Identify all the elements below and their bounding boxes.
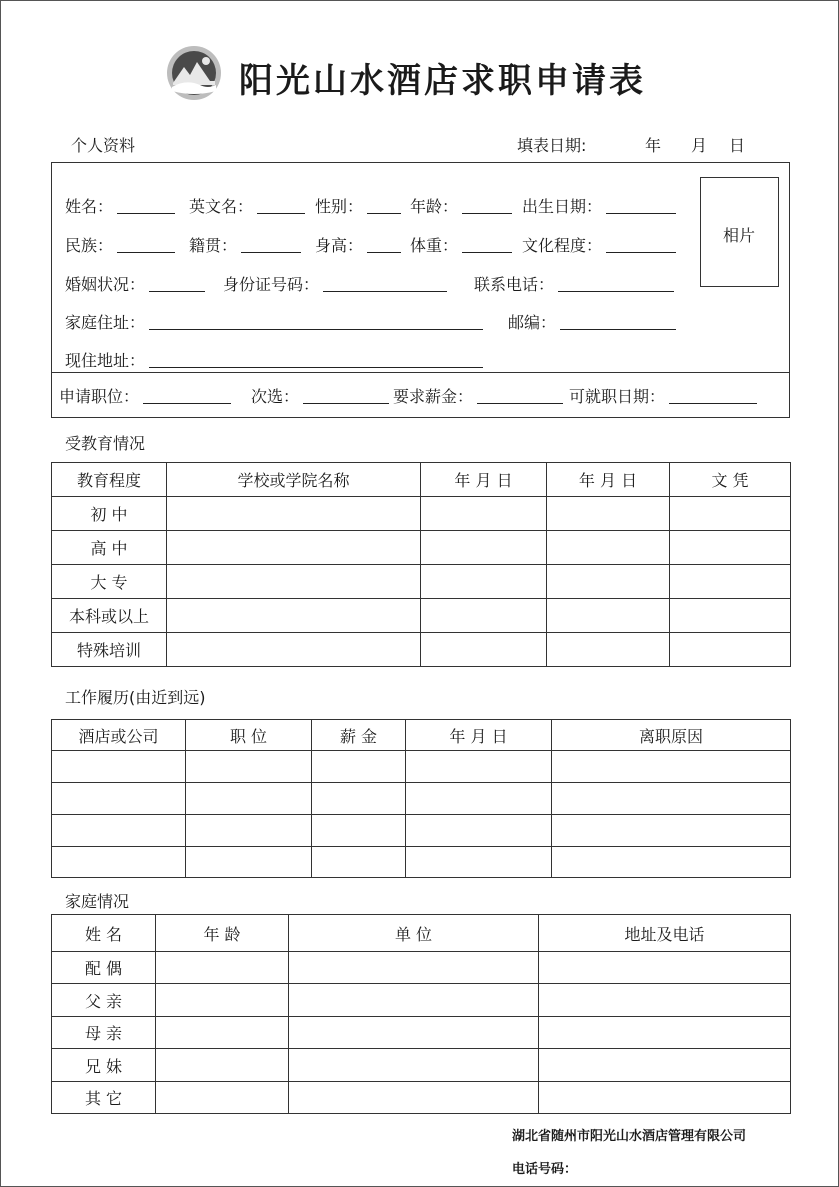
table-row bbox=[52, 751, 791, 783]
row-label: 本科或以上 bbox=[52, 599, 167, 633]
table-cell[interactable] bbox=[406, 815, 552, 847]
table-cell[interactable] bbox=[167, 599, 421, 633]
column-header: 职 位 bbox=[186, 720, 312, 751]
table-cell[interactable] bbox=[156, 952, 289, 984]
table-cell[interactable] bbox=[552, 751, 791, 783]
divider bbox=[51, 372, 790, 373]
table-cell[interactable] bbox=[167, 633, 421, 667]
native-place-field[interactable]: 籍贯： bbox=[189, 233, 301, 256]
table-cell[interactable] bbox=[52, 847, 186, 878]
table-cell[interactable] bbox=[52, 815, 186, 847]
table-cell[interactable] bbox=[156, 1017, 289, 1049]
fill-date-month[interactable]: 月 bbox=[691, 136, 708, 155]
table-header-row bbox=[52, 915, 791, 952]
table-row bbox=[52, 1049, 791, 1082]
hotel-logo-mountain-icon bbox=[166, 45, 222, 101]
column-header: 年 月 日 bbox=[547, 463, 670, 497]
table-cell[interactable] bbox=[547, 633, 670, 667]
table-cell[interactable] bbox=[539, 1017, 791, 1049]
table-cell[interactable] bbox=[670, 633, 791, 667]
table-cell[interactable] bbox=[539, 984, 791, 1017]
column-header: 薪 金 bbox=[312, 720, 406, 751]
table-row bbox=[52, 599, 791, 633]
table-row bbox=[52, 783, 791, 815]
home-address-field[interactable]: 家庭住址： bbox=[65, 310, 483, 333]
section-work-label: 工作履历(由近到远) bbox=[65, 688, 206, 707]
table-row bbox=[52, 1082, 791, 1114]
table-cell[interactable] bbox=[289, 984, 539, 1017]
table-cell[interactable] bbox=[547, 599, 670, 633]
column-header: 学校或学院名称 bbox=[167, 463, 421, 497]
table-row bbox=[52, 497, 791, 531]
table-row bbox=[52, 952, 791, 984]
phone-number-label: 电话号码： bbox=[512, 1162, 578, 1177]
table-cell[interactable] bbox=[539, 952, 791, 984]
current-address-field[interactable]: 现住地址： bbox=[65, 348, 483, 371]
row-label: 其 它 bbox=[52, 1082, 156, 1114]
table-row bbox=[52, 565, 791, 599]
education-level-field[interactable]: 文化程度： bbox=[522, 233, 676, 256]
table-cell[interactable] bbox=[670, 497, 791, 531]
row-label: 父 亲 bbox=[52, 984, 156, 1017]
table-cell[interactable] bbox=[52, 751, 186, 783]
table-cell[interactable] bbox=[167, 531, 421, 565]
table-cell[interactable] bbox=[186, 783, 312, 815]
section-personal-label: 个人资料 bbox=[71, 136, 136, 155]
table-cell[interactable] bbox=[167, 497, 421, 531]
row-label: 高 中 bbox=[52, 531, 167, 565]
column-header: 年 月 日 bbox=[421, 463, 547, 497]
table-cell[interactable] bbox=[186, 751, 312, 783]
form-title: 阳光山水酒店求职申请表 bbox=[239, 61, 646, 101]
column-header: 文 凭 bbox=[670, 463, 791, 497]
table-cell[interactable] bbox=[421, 531, 547, 565]
table-row bbox=[52, 847, 791, 878]
birth-date-field[interactable]: 出生日期： bbox=[522, 194, 676, 217]
column-header: 姓 名 bbox=[52, 915, 156, 952]
column-header: 地址及电话 bbox=[539, 915, 791, 952]
table-cell[interactable] bbox=[547, 565, 670, 599]
table-cell[interactable] bbox=[312, 815, 406, 847]
column-header: 年 龄 bbox=[156, 915, 289, 952]
name-field[interactable]: 姓名： bbox=[65, 194, 175, 217]
table-cell[interactable] bbox=[547, 531, 670, 565]
table-cell[interactable] bbox=[156, 1082, 289, 1114]
table-cell[interactable] bbox=[289, 1017, 539, 1049]
id-number-field[interactable]: 身份证号码： bbox=[223, 272, 447, 295]
column-header: 单 位 bbox=[289, 915, 539, 952]
family-table bbox=[51, 914, 791, 1114]
table-cell[interactable] bbox=[552, 815, 791, 847]
table-header-row bbox=[52, 463, 791, 497]
table-row bbox=[52, 815, 791, 847]
table-cell[interactable] bbox=[670, 531, 791, 565]
section-family-label: 家庭情况 bbox=[65, 892, 130, 911]
table-cell[interactable] bbox=[156, 984, 289, 1017]
table-cell[interactable] bbox=[167, 565, 421, 599]
alt-position-field[interactable]: 次选： bbox=[251, 384, 389, 407]
table-cell[interactable] bbox=[421, 633, 547, 667]
table-cell[interactable] bbox=[312, 847, 406, 878]
ethnicity-field[interactable]: 民族： bbox=[65, 233, 175, 256]
phone-field[interactable]: 联系电话： bbox=[474, 272, 674, 295]
row-label: 初 中 bbox=[52, 497, 167, 531]
table-header-row bbox=[52, 720, 791, 751]
table-cell[interactable] bbox=[312, 783, 406, 815]
work-history-table bbox=[51, 719, 791, 878]
table-cell[interactable] bbox=[289, 952, 539, 984]
fill-date-day[interactable]: 日 bbox=[729, 136, 746, 155]
salary-field[interactable]: 要求薪金： bbox=[393, 384, 563, 407]
table-cell[interactable] bbox=[539, 1049, 791, 1082]
table-cell[interactable] bbox=[670, 565, 791, 599]
table-cell[interactable] bbox=[547, 497, 670, 531]
row-label: 母 亲 bbox=[52, 1017, 156, 1049]
table-cell[interactable] bbox=[186, 847, 312, 878]
table-row bbox=[52, 984, 791, 1017]
weight-field[interactable]: 体重： bbox=[410, 233, 512, 256]
table-cell[interactable] bbox=[289, 1049, 539, 1082]
row-label: 特殊培训 bbox=[52, 633, 167, 667]
table-cell[interactable] bbox=[552, 847, 791, 878]
table-row bbox=[52, 531, 791, 565]
position-field[interactable]: 申请职位： bbox=[59, 384, 231, 407]
column-header: 年 月 日 bbox=[406, 720, 552, 751]
section-education-label: 受教育情况 bbox=[65, 434, 146, 453]
age-field[interactable]: 年龄： bbox=[410, 194, 512, 217]
column-header: 教育程度 bbox=[52, 463, 167, 497]
education-table bbox=[51, 462, 791, 667]
table-cell[interactable] bbox=[289, 1082, 539, 1114]
photo-label: 相片 bbox=[723, 226, 756, 245]
table-cell[interactable] bbox=[406, 751, 552, 783]
table-row bbox=[52, 633, 791, 667]
table-cell[interactable] bbox=[552, 783, 791, 815]
table-cell[interactable] bbox=[670, 599, 791, 633]
table-cell[interactable] bbox=[312, 751, 406, 783]
table-cell[interactable] bbox=[421, 497, 547, 531]
row-label: 配 偶 bbox=[52, 952, 156, 984]
table-cell[interactable] bbox=[186, 815, 312, 847]
row-label: 大 专 bbox=[52, 565, 167, 599]
table-cell[interactable] bbox=[421, 565, 547, 599]
fill-date-label: 填表日期: bbox=[517, 136, 587, 155]
row-label: 兄 妹 bbox=[52, 1049, 156, 1082]
gender-field[interactable]: 性别： bbox=[315, 194, 401, 217]
company-name: 湖北省随州市阳光山水酒店管理有限公司 bbox=[512, 1129, 747, 1144]
table-cell[interactable] bbox=[52, 783, 186, 815]
table-cell[interactable] bbox=[539, 1082, 791, 1114]
height-field[interactable]: 身高： bbox=[315, 233, 401, 256]
table-cell[interactable] bbox=[406, 783, 552, 815]
table-row bbox=[52, 1017, 791, 1049]
start-date-field[interactable]: 可就职日期： bbox=[569, 384, 757, 407]
table-cell[interactable] bbox=[421, 599, 547, 633]
marital-status-field[interactable]: 婚姻状况： bbox=[65, 272, 205, 295]
fill-date-year[interactable]: 年 bbox=[645, 136, 662, 155]
postcode-field[interactable]: 邮编： bbox=[508, 310, 676, 333]
english-name-field[interactable]: 英文名： bbox=[189, 194, 305, 217]
column-header: 酒店或公司 bbox=[52, 720, 186, 751]
column-header: 离职原因 bbox=[552, 720, 791, 751]
table-cell[interactable] bbox=[156, 1049, 289, 1082]
table-cell[interactable] bbox=[406, 847, 552, 878]
